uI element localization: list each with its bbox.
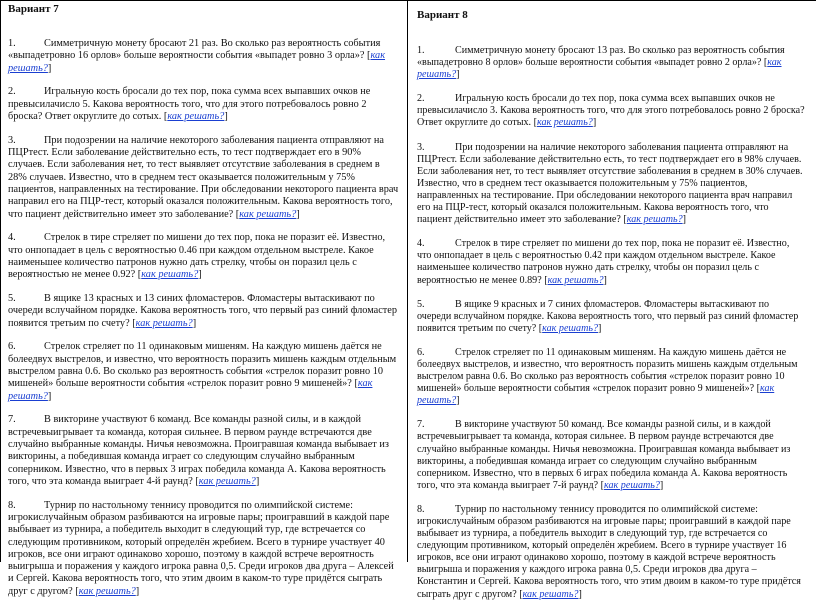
task-text: Стрелок стреляет по 11 одинаковым мишеням. На каждую мишень даётся не болеедвух выстрелов, и известно, что вероятность поразить мишень каждым отдельным выстрелом равна 0.6. Во сколько раз вероятность события «стрелок поразит ровно 10 мишеней» больше вероятности события «стрелок поразит ровно 9 мишеней»? — [8, 341, 397, 390]
how-to-solve-link[interactable]: как решать? — [78, 585, 136, 597]
task-item: 4. Стрелок в тире стреляет по мишени до тех пор, пока не поразит её. Известно, что онпопадает в цель с вероятностью 0.42 при каждом отдельном выстреле. Какое наименьшее количество патронов нужно дать стрелку, чтобы он поразил цель с вероятностью не менее 0.89? [как решать?] — [417, 238, 790, 286]
variant-7-column — [1, 1, 407, 610]
task-text: Турнир по настольному теннису проводится по олимпийской системе: игрокислучайным образом разбиваются на игровые пары; проигравший в каждой паре выбывает из турнира, а победитель выходит в следующий тур, где встречается со следующим противником, который определён жребием. Всего в турнире участвует 40 игроков, все они играют одинаково хорошо, поэтому в каждой встрече вероятность выигрыша и поражения у каждого игрока равна 0,5. Среди игроков два друга – Алексей и Сергей. Какова вероятность того, что этим двоим в каком-то туре придётся сыграть друг с другом? — [8, 499, 394, 597]
task-number: 3. — [8, 134, 16, 146]
how-to-solve-link[interactable]: как решать? — [198, 475, 256, 487]
task-number: 5. — [417, 298, 425, 310]
task-text: Стрелок в тире стреляет по мишени до тех пор, пока не поразит её. Известно, что онпопадает в цель с вероятностью 0.42 при каждом отдельном выстреле. Какое наименьшее количество патронов нужно дать стрелку, чтобы он поразил цель с вероятностью не менее 0.89? — [417, 238, 790, 286]
task-item: 6. Стрелок стреляет по 11 одинаковым мишеням. На каждую мишень даётся не болеедвух выстрелов, и известно, что вероятность поразить мишень каждым отдельным выстрелом равна 0.6. Во сколько раз вероятность события «стрелок поразит ровно 10 мишеней» больше вероятности события «стрелок поразит ровно 9 мишеней»? [как решать?] — [417, 346, 798, 407]
task-item: 1. Симметричную монету бросают 21 раз. Во сколько раз вероятность события «выпадетровно 16 орлов» больше вероятности события «выпадет ровно 3 орла»? [как решать?] — [8, 38, 386, 74]
task-item: 2. Игральную кость бросали до тех пор, пока сумма всех выпавших очков не превысилачисло 3. Какова вероятность того, что для этого потребовалось ровно 2 броска? Ответ округлите до сотых. [как решать?] — [417, 93, 805, 129]
task-number: 7. — [417, 419, 425, 431]
task-text: В ящике 13 красных и 13 синих фломастеров. Фломастеры вытаскивают по очереди вслучайном порядке. Какова вероятность того, что первый раз синий фломастер появится третьим по счету? — [8, 293, 398, 329]
how-to-solve-link[interactable]: как решать? — [239, 208, 297, 220]
task-number: 7. — [8, 414, 16, 426]
task-text: Игральную кость бросали до тех пор, пока сумма всех выпавших очков не превысилачисло 3. Какова вероятность того, что для этого потребовалось ровно 2 броска? Ответ округлите до сотых. — [417, 93, 805, 129]
task-number: 6. — [8, 341, 16, 353]
task-number: 3. — [417, 141, 425, 153]
task-item: 8. Турнир по настольному теннису проводится по олимпийской системе: игрокислучайным образом разбиваются на игровые пары; проигравший в каждой паре выбывает из турнира, а победитель выходит в следующий тур, где встречается со следующим противником, который определён жребием. Всего в турнире участвует 16 игроков, все они играют одинаково хорошо, поэтому в каждой встрече вероятность выигрыша и поражения у каждого игрока равна 0,5. Среди игроков два друга – Константин и Сергей. Какова вероятность того, что этим двоим в каком-то туре придётся сыграть друг с другом? [как решать?] — [417, 503, 801, 600]
task-number: 4. — [8, 232, 16, 244]
task-number: 4. — [417, 238, 425, 250]
how-to-solve-link[interactable]: как решать? — [542, 322, 599, 334]
how-to-solve-link[interactable]: как решать? — [135, 317, 193, 329]
task-text: Турнир по настольному теннису проводится по олимпийской системе: игрокислучайным образом разбиваются на игровые пары; проигравший в каждой паре выбывает из турнира, а победитель выходит в следующий тур, где встречается со следующим противником, который определён жребием. Всего в турнире участвует 16 игроков, все они играют одинаково хорошо, поэтому в каждой встрече вероятность выигрыша и поражения у каждого игрока равна 0,5. Среди игроков два друга – Константин и Сергей. Какова вероятность того, что этим двоим в каком-то туре придётся сыграть друг с другом? — [417, 503, 801, 600]
task-text: Стрелок в тире стреляет по мишени до тех пор, пока не поразит её. Известно, что онпопадает в цель с вероятностью 0.46 при каждом отдельном выстреле. Какое наименьшее количество патронов нужно дать стрелку, чтобы он поразил цель с вероятностью не менее 0.92? — [8, 232, 386, 281]
how-to-solve-link[interactable]: как решать? — [604, 479, 660, 491]
how-to-solve-link[interactable]: как решать? — [167, 110, 225, 122]
how-to-solve-link[interactable]: как решать? — [8, 50, 386, 74]
variant-title: Вариант 8 — [417, 9, 468, 21]
variant-title: Вариант 7 — [8, 3, 59, 15]
task-item: 3. При подозрении на наличие некоторого заболевания пациента отправляют на ПЦРтест. Если заболевание действительно есть, то тест подтверждает его в 90% случаев. Если заболевания нет, то тест выявляет отсутствие заболевания в среднем в 28% случаев. Известно, что в среднем тест оказывается положительным у 75% пациентов, направленных на тестирование. При обследовании некоторого пациента врач направил его на ПЦР-тест, который оказался положительным. Какова вероятность того, что пациент действительно имеет это заболевание? [как решать?] — [8, 134, 399, 220]
how-to-solve-link[interactable]: как решать? — [536, 117, 593, 129]
task-number: 5. — [8, 293, 16, 305]
task-number: 8. — [417, 503, 425, 515]
task-item: 7. В викторине участвуют 6 команд. Все команды разной силы, и в каждой встречевыигрывает та команда, которая сильнее. В первом раунде встречаются две случайно выбранные команды. Ничья невозможна. Проигравшая команда выбывает из викторины, а победившая команда играет со следующим случайно выбранным соперником. Известно, что в первых 3 играх победила команда А. Какова вероятность того, что эта команда выиграет 4-й раунд? [как решать?] — [8, 414, 389, 487]
task-number: 1. — [417, 45, 425, 56]
task-item: 2. Игральную кость бросали до тех пор, пока сумма всех выпавших очков не превысилачисло 5. Какова вероятность того, что для этого потребовалось ровно 2 броска? Ответ округлите до сотых. [как решать?] — [8, 86, 371, 122]
task-item: 4. Стрелок в тире стреляет по мишени до тех пор, пока не поразит её. Известно, что онпопадает в цель с вероятностью 0.46 при каждом отдельном выстреле. Какое наименьшее количество патронов нужно дать стрелку, чтобы он поразил цель с вероятностью не менее 0.92? [как решать?] — [8, 232, 386, 281]
task-item: 1. Симметричную монету бросают 13 раз. Во сколько раз вероятность события «выпадетровно 8 орлов» больше вероятности события «выпадет ровно 2 орла»? [как решать?] — [417, 45, 785, 81]
task-text: При подозрении на наличие некоторого заболевания пациента отправляют на ПЦРтест. Если заболевание действительно есть, то тест подтверждает его в 90% случаев. Если заболевания нет, то тест выявляет отсутствие заболевания в среднем в 28% случаев. Известно, что в среднем тест оказывается положительным у 75% пациентов, направленных на тестирование. При обследовании некоторого пациента врач направил его на ПЦР-тест, который оказался положительным. Какова вероятность того, что пациент действительно имеет это заболевание? — [8, 134, 399, 220]
how-to-solve-link[interactable]: как решать? — [522, 588, 579, 600]
task-number: 6. — [417, 346, 425, 358]
task-item: 5. В ящике 9 красных и 7 синих фломастеров. Фломастеры вытаскивают по очереди вслучайном порядке. Какова вероятность того, что первый раз синий фломастер появится третьим по счету? [как решать?] — [417, 298, 799, 334]
how-to-solve-link[interactable]: как решать? — [547, 274, 604, 286]
task-item: 5. В ящике 13 красных и 13 синих фломастеров. Фломастеры вытаскивают по очереди вслучайном порядке. Какова вероятность того, что первый раз синий фломастер появится третьим по счету? [как решать?] — [8, 293, 398, 329]
task-text: В викторине участвуют 6 команд. Все команды разной силы, и в каждой встречевыигрывает та команда, которая сильнее. В первом раунде встречаются две случайно выбранные команды. Ничья невозможна. Проигравшая команда выбывает из викторины, а победившая команда играет со следующим случайно выбранным соперником. Известно, что в первых 3 играх победила команда А. Какова вероятность того, что эта команда выиграет 4-й раунд? — [8, 414, 389, 487]
task-number: 2. — [8, 86, 16, 98]
task-item: 7. В викторине участвуют 50 команд. Все команды разной силы, и в каждой встречевыигрывает та команда, которая сильнее. В первом раунде встречаются две случайно выбранные команды. Ничья невозможна. Проигравшая команда выбывает из викторины, а победившая команда играет со следующим случайно выбранным соперником. Известно, что в первых 6 играх победила команда А. Какова вероятность того, что эта команда выиграет 7-й раунд? [как решать?] — [417, 419, 791, 491]
how-to-solve-link[interactable]: как решать? — [626, 214, 683, 226]
how-to-solve-link[interactable]: как решать? — [141, 269, 199, 281]
task-number: 8. — [8, 499, 16, 511]
task-text: В викторине участвуют 50 команд. Все команды разной силы, и в каждой встречевыигрывает та команда, которая сильнее. В первом раунде встречаются две случайно выбранные команды. Ничья невозможна. Проигравшая команда выбывает из викторины, а победившая команда играет со следующим случайно выбранным соперником. Известно, что в первых 6 играх победила команда А. Какова вероятность того, что эта команда выиграет 7-й раунд? — [417, 419, 791, 491]
task-text: При подозрении на наличие некоторого заболевания пациента отправляют на ПЦРтест. Если заболевание действительно есть, то тест подтверждает его в 98% случаев. Если заболевания нет, то тест выявляет отсутствие заболевания в среднем в 30% случаев. Известно, что в среднем тест оказывается положительным у 75% пациентов, направленных на тестирование. При обследовании некоторого пациента врач направил его на ПЦР-тест, который оказался положительным. Какова вероятность того, что пациент действительно имеет это заболевание? — [417, 141, 803, 226]
task-text: Симметричную монету бросают 21 раз. Во сколько раз вероятность события «выпадетровно 16 орлов» больше вероятности события «выпадет ровно 3 орла»? — [8, 38, 381, 62]
task-text: В ящике 9 красных и 7 синих фломастеров. Фломастеры вытаскивают по очереди вслучайном порядке. Какова вероятность того, что первый раз синий фломастер появится третьим по счету? — [417, 298, 799, 334]
variant-8-column — [408, 1, 816, 613]
task-text: Стрелок стреляет по 11 одинаковым мишеням. На каждую мишень даётся не болеедвух выстрелов, и известно, что вероятность поразить мишень каждым отдельным выстрелом равна 0.6. Во сколько раз вероятность события «стрелок поразит ровно 10 мишеней» больше вероятности события «стрелок поразит ровно 9 мишеней»? — [417, 346, 798, 395]
how-to-solve-link[interactable]: как решать? — [417, 383, 775, 407]
task-item: 8. Турнир по настольному теннису проводится по олимпийской системе: игрокислучайным образом разбиваются на игровые пары; проигравший в каждой паре выбывает из турнира, а победитель выходит в следующий тур, где встречается со следующим противником, который определён жребием. Всего в турнире участвует 40 игроков, все они играют одинаково хорошо, поэтому в каждой встрече вероятность выигрыша и поражения у каждого игрока равна 0,5. Среди игроков два друга – Алексей и Сергей. Какова вероятность того, что этим двоим в каком-то туре придётся сыграть друг с другом? [как решать?] — [8, 499, 394, 597]
task-text: Симметричную монету бросают 13 раз. Во сколько раз вероятность события «выпадетровно 8 орлов» больше вероятности события «выпадет ровно 2 орла»? — [417, 45, 785, 69]
task-item: 3. При подозрении на наличие некоторого заболевания пациента отправляют на ПЦРтест. Если заболевание действительно есть, то тест подтверждает его в 98% случаев. Если заболевания нет, то тест выявляет отсутствие заболевания в среднем в 30% случаев. Известно, что в среднем тест оказывается положительным у 75% пациентов, направленных на тестирование. При обследовании некоторого пациента врач направил его на ПЦР-тест, который оказался положительным. Какова вероятность того, что пациент действительно имеет это заболевание? [как решать?] — [417, 141, 803, 226]
task-number: 1. — [8, 38, 16, 49]
how-to-solve-link[interactable]: как решать? — [417, 57, 782, 81]
how-to-solve-link[interactable]: как решать? — [8, 378, 373, 402]
task-number: 2. — [417, 93, 425, 105]
task-text: Игральную кость бросали до тех пор, пока сумма всех выпавших очков не превысилачисло 5. Какова вероятность того, что для этого потребовалось ровно 2 броска? Ответ округлите до сотых. — [8, 86, 371, 122]
task-item: 6. Стрелок стреляет по 11 одинаковым мишеням. На каждую мишень даётся не болеедвух выстрелов, и известно, что вероятность поразить мишень каждым отдельным выстрелом равна 0.6. Во сколько раз вероятность события «стрелок поразит ровно 10 мишеней» больше вероятности события «стрелок поразит ровно 9 мишеней»? [как решать?] — [8, 341, 397, 402]
